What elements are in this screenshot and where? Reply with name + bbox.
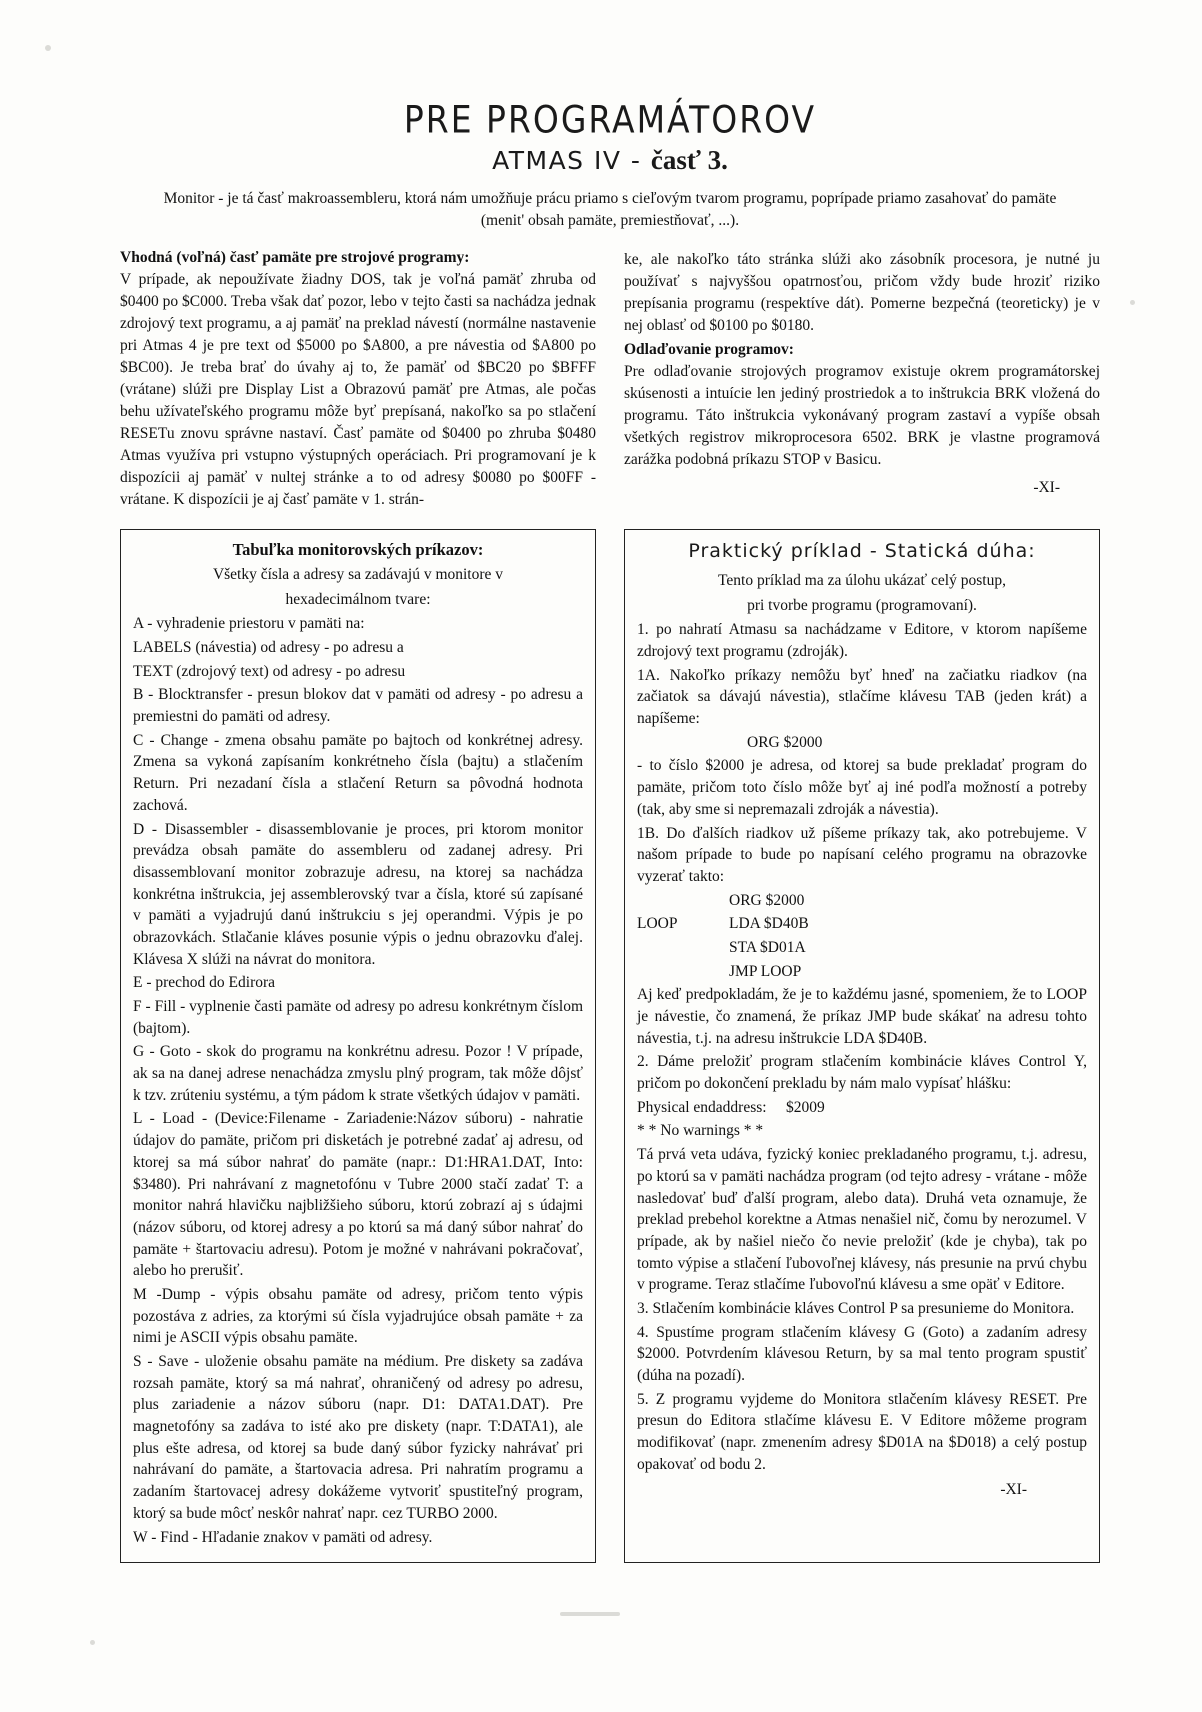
example-step: Aj keď predpokladám, že je to každému jasné, spomeniem, že to LOOP je návestie, čo znamená, že príkaz JMP bude skákať na adresu tohto návestia, t.j. na adresu inštrukcie LDA $D40B. xyxy=(637,986,1087,1047)
commands-table-title: Tabuľka monitorovských príkazov: xyxy=(232,539,484,559)
right-intro-column xyxy=(624,249,1100,515)
example-step: 1. po nahratí Atmasu sa nachádzame v Editore, v ktorom napíšeme zdrojový text programu (zdroják). xyxy=(637,621,1087,660)
example-step: Tá prvá veta udáva, fyzický koniec prekladaného programu, t.j. adresu, po ktorú sa v pamäti nachádza program (od tejto adresy - vrátane - môže nasledovať buď ďalší program, alebo data). Druhá veta oznamuje, že preklad prebehol korektne a Atmas nenašiel nič, čomu by nerozumel. V prípade, ak by našiel niečo čo nevie preložiť (kde je chyba), tak po tomto výpise a stlačení ľubovoľnej klávesy, nás presunie na prvú chybu v programe. Teraz stlačíme ľubovoľnú klávesu a sme opäť v Editore. xyxy=(637,1146,1087,1294)
page-number-bottom: -XI- xyxy=(1000,1481,1027,1499)
commands-intro-line-2: hexadecimálnom tvare: xyxy=(285,590,431,608)
example-step: 3. Stlačením kombinácie kláves Control P sa presunieme do Monitora. xyxy=(637,1299,1075,1317)
message-label: Physical endaddress: xyxy=(637,1098,767,1116)
listing-code: LDA $D40B xyxy=(729,915,809,933)
listing-line xyxy=(637,961,1087,983)
example-intro-line-1: Tento príklad ma za úlohu ukázať celý postup, xyxy=(718,571,1006,589)
example-intro-line-2: pri tvorbe programu (programovaní). xyxy=(747,596,977,614)
left-intro-column xyxy=(120,249,596,515)
command-entry: W - Find - Hľadanie znakov v pamäti od adresy. xyxy=(133,1528,433,1546)
command-entry: D - Disassembler - disassemblovanie je proces, pri ktorom monitor prevádza obsah pamäte do assembleru od zadanej adresy. Pri disassemblovaní monitor zobrazuje adresu, na ktorej sa nachádza konkrétna inštrukcia, jej assemblerovský tvar a čísla, ktoré sú zapísané v pamäti a vyjadrujú danú inštrukciu s jej operandmi. Výpis je po obrazovkách. Stlačanie kláves posunie výpis o jednu obrazovku ďalej. Klávesa X slúži na návrat do monitora. xyxy=(133,820,583,968)
command-entry: S - Save - uloženie obsahu pamäte na médium. Pre diskety sa zadáva rozsah pamäte, ktorý sa má nahrať, ohraničený od adresy po adresu, plus zariadenie a názov súboru (napr. D1: DATA1.DAT). Pre magnetofóny sa zadáva to isté ako pre diskety (napr. T:DATA1), ale plus ešte adresa, od ktorej sa bude daný súbor fyzicky nahrávať pri nahrávaní do pamäte, a štartovacia adresa. Pri nahratím programu a zadaním štartovacej adresy dokážeme vytvoriť spustiteľný program, ktorý sa bude môcť neskôr nahrať napr. cez TURBO 2000. xyxy=(133,1353,583,1522)
example-step: 1B. Do ďalších riadkov už píšeme príkazy tak, ako potrebujeme. V našom prípade to bude po napísaní celého programu na obrazovke vyzerať takto: xyxy=(637,824,1087,885)
left-intro-heading: Vhodná (voľná) časť pamäte pre strojové programy: xyxy=(120,248,470,266)
subtitle-part: časť 3. xyxy=(650,145,728,175)
practical-example-box xyxy=(624,529,1100,1563)
example-code-org: ORG $2000 xyxy=(747,733,823,751)
commands-table-box xyxy=(120,529,596,1563)
command-entry: C - Change - zmena obsahu pamäte po bajtoch od konkrétnej adresy. Zmena sa vykoná zapísaním konkrétneho čísla (bajtu) a stlačením Return. Pri nezadaní čísla a stlačení Return sa pôvodná hodnota zachová. xyxy=(133,731,583,814)
listing-line xyxy=(637,913,1087,935)
commands-intro-line-1: Všetky čísla a adresy sa zadávajú v monitore v xyxy=(212,565,504,583)
example-step: 5. Z programu vyjdeme do Monitora stlačením klávesy RESET. Pre presun do Editora stlačíme klávesu E. V Editore môžeme program modifikovať (napr. zmenením adresy $D01A na $D018) a celý postup opakovať od bodu 2. xyxy=(637,1390,1087,1473)
example-step: 4. Spustíme program stlačením klávesy G (Goto) a zadaním adresy $2000. Potvrdením klávesou Return, by sa mal tento program spustiť (dúha na pozadí). xyxy=(637,1323,1087,1384)
command-entry: E - prechod do Edirora xyxy=(133,974,276,992)
command-entry: B - Blocktransfer - presun blokov dat v pamäti od adresy - po adresu a premiestni do pamäti od adresy. xyxy=(133,686,583,726)
listing-line xyxy=(637,937,1087,959)
left-intro-paragraph: V prípade, ak nepoužívate žiadny DOS, tak je voľná pamäť zhruba od $0400 po $C000. Treba však dať pozor, lebo v tejto časti sa nachádza jednak zdrojový text programu, a aj pamäť na preklad návestí (normálne nastavenie pri Atmas 4 je pre text od $5000 po $A800, a pre návestia od $A800 po $BC00). Je treba brať do úvahy aj to, že pamäť od $BC20 po $BFFF (vrátane) slúži pre Display List a Obrazovú pamäť pre Atmas, ale počas behu užívateľského programu môže byť prepísaná, nakoľko sa po stlačení RESETu znovu správne nastaví. Časť pamäte od $0400 po zhruba $0480 Atmas využíva pri vstupno výstupných operáciach. Pri programovaní je k dispozícii aj pamäť v nultej stránke a to od adresy $0080 po $00FF - vrátane. K dispozícii je aj časť pamäte v 1. strán- xyxy=(120,270,596,508)
example-step-continued: - to číslo $2000 je adresa, od ktorej sa bude prekladať program do pamäte, pričom toto číslo môže byť aj iné podľa možností a potreby (tak, aby sme si nepremazali zdroják a návestia). xyxy=(637,757,1087,818)
example-step: 1A. Nakoľko príkazy nemôžu byť hneď na začiatku riadkov (na začiatok sa dávajú návestia), stlačíme klávesu TAB (jeden krát) a napíšeme: xyxy=(637,666,1087,728)
message-line-2: * * No warnings * * xyxy=(637,1122,764,1140)
right-intro-paragraph: ke, ale nakoľko táto stránka slúži ako zásobník procesora, je nutné ju používať s najvyššou opatrnosťou, pričom vždy bude hroziť riziko prepísania programu (respektíve dát). Pomerne bezpečná (teoreticky) je v nej oblasť od $0100 po $0180. xyxy=(624,250,1100,334)
command-entry: LABELS (návestia) od adresy - po adresu a xyxy=(133,639,404,656)
command-entry: A - vyhradenie priestoru v pamäti na: xyxy=(133,615,365,633)
subtitle-script: ATMAS IV - xyxy=(492,146,651,175)
listing-label: LOOP xyxy=(637,915,678,933)
command-entry: G - Goto - skok do programu na konkrétnu adresu. Pozor ! V prípade, ak sa na danej adrese nenachádza zmyslu plný program, tak môže dôjsť k tzv. zrúteniu systému, a tým pádom k strate všetkých údajov v pamäti. xyxy=(133,1043,583,1104)
message-value: $2009 xyxy=(785,1098,825,1116)
command-entry: M -Dump - výpis obsahu pamäte od adresy, pričom tento výpis pozostáva z adries, za ktorými sú čísla vyjadrujúce obsah pamäte + za nimi je ASCII výpis obsahu pamäte. xyxy=(133,1285,583,1347)
command-entry: L - Load - (Device:Filename - Zariadenie:Názov súboru) - nahratie údajov do pamäte, pričom pri disketách je potrebné zadať aj adresu, od ktorej sa má súbor nahrať do pamäte (napr.: D1:HRA1.DAT, Into: $3480). Pri nahrávaní z magnetofónu v Tubre 2000 stačí zadať T: a monitor nahrá hlavičku najbližšieho súboru, ktorú zobrazí aj s údajmi (názov súboru, od ktorej adresy a po ktorú sa má daný súbor nahrať do pamäte + štartovaciu adresu). Potom je možné v nahrávani pokračovať, alebo ho prerušiť. xyxy=(133,1110,583,1280)
boxed-sections xyxy=(120,529,1100,1563)
right-intro-paragraph-2: Pre odlaďovanie strojových programov existuje okrem programátorskej skúsenosti a intuície len jediný prostriedok a to inštrukcia BRK vložená do programu. Táto inštrukcia vykonávaný program zastaví a vypíše obsah všetkých registrov mikroprocesora 6502. BRK je vlastne programová zarážka podobná príkazu STOP v Basicu. xyxy=(624,362,1100,468)
listing-code: ORG $2000 xyxy=(729,891,805,909)
right-intro-heading: Odlaďovanie programov: xyxy=(624,340,794,358)
message-line-1 xyxy=(637,1097,1087,1119)
command-entry: TEXT (zdrojový text) od adresy - po adresu xyxy=(133,662,406,680)
page-title: PRE PROGRAMÁTOROV xyxy=(403,97,817,142)
command-entry: F - Fill - vyplnenie časti pamäte od adresy po adresu konkrétnym číslom (bajtom). xyxy=(133,998,583,1037)
lede-paragraph: Monitor - je tá časť makroassembleru, ktorá nám umožňuje prácu priamo s cieľovým tvarom programu, poprípade priamo zasahovať do pamäte (menit' obsah pamäte, premiestňovať, ...). xyxy=(163,190,1057,230)
page-number-top: -XI- xyxy=(1033,478,1060,496)
listing-code: STA $D01A xyxy=(729,938,806,956)
listing-code: JMP LOOP xyxy=(729,962,802,980)
two-column-intro xyxy=(120,249,1100,515)
listing-line xyxy=(637,890,1087,912)
page-subtitle xyxy=(120,145,1100,176)
practical-example-title: Praktický príklad - Statická dúha: xyxy=(688,539,1036,562)
example-step: 2. Dáme preložiť program stlačením kombinácie kláves Control Y, pričom po dokončení prekladu by nám malo vypísať hlášku: xyxy=(637,1053,1087,1093)
